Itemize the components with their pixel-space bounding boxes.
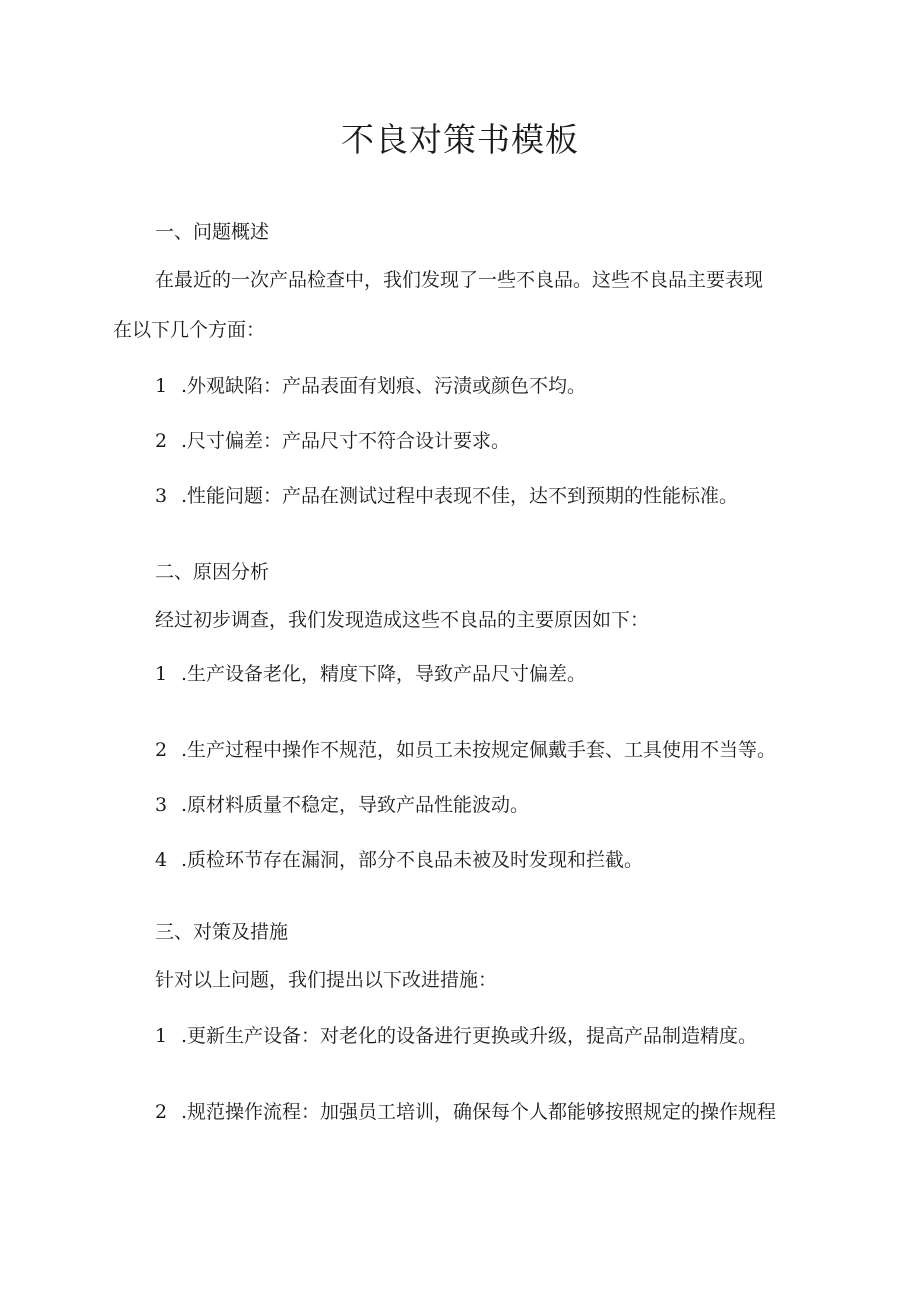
list-item <box>155 372 586 400</box>
list-item-number: 2 <box>155 430 168 452</box>
list-item <box>155 736 776 764</box>
cause-analysis-intro: 经过初步调查，我们发现造成这些不良品的主要原因如下： <box>155 609 650 631</box>
list-item-number: 1 <box>155 375 168 397</box>
list-item-text: .原材料质量不稳定，导致产品性能波动。 <box>181 794 530 816</box>
list-item-text: .性能问题：产品在测试过程中表现不佳，达不到预期的性能标准。 <box>181 485 739 507</box>
list-item <box>155 791 529 819</box>
list-item <box>155 427 510 455</box>
list-item-text: .尺寸偏差：产品尺寸不符合设计要求。 <box>181 430 511 452</box>
document-title: 不良对策书模板 <box>341 120 579 159</box>
list-item <box>155 1098 776 1126</box>
list-item-number: 1 <box>155 1025 168 1047</box>
list-item-number: 1 <box>155 663 168 685</box>
list-item-number: 2 <box>155 1101 168 1123</box>
list-item-text: .更新生产设备：对老化的设备进行更换或升级，提高产品制造精度。 <box>181 1025 758 1047</box>
list-item <box>155 482 738 510</box>
section-heading-cause-analysis: 二、原因分析 <box>155 561 270 583</box>
list-item <box>155 846 643 874</box>
overview-intro-line1: 在最近的一次产品检查中，我们发现了一些不良品。这些不良品主要表现 <box>155 269 764 291</box>
list-item-number: 3 <box>155 485 168 507</box>
list-item-text: .质检环节存在漏洞，部分不良品未被及时发现和拦截。 <box>181 849 644 871</box>
list-item-number: 4 <box>155 849 168 871</box>
countermeasures-intro: 针对以上问题，我们提出以下改进措施： <box>155 969 498 991</box>
section-heading-overview: 一、问题概述 <box>155 221 270 243</box>
list-item <box>155 1022 757 1050</box>
list-item-text: .生产过程中操作不规范，如员工未按规定佩戴手套、工具使用不当等。 <box>181 739 777 761</box>
list-item-number: 2 <box>155 739 168 761</box>
list-item-text: .外观缺陷：产品表面有划痕、污渍或颜色不均。 <box>181 375 587 397</box>
list-item-text: .生产设备老化，精度下降，导致产品尺寸偏差。 <box>181 663 587 685</box>
overview-intro-line2: 在以下几个方面： <box>113 319 266 341</box>
list-item-number: 3 <box>155 794 168 816</box>
list-item <box>155 660 586 688</box>
section-heading-countermeasures: 三、对策及措施 <box>155 921 289 943</box>
list-item-text: .规范操作流程：加强员工培训，确保每个人都能够按照规定的操作规程 <box>181 1101 777 1123</box>
